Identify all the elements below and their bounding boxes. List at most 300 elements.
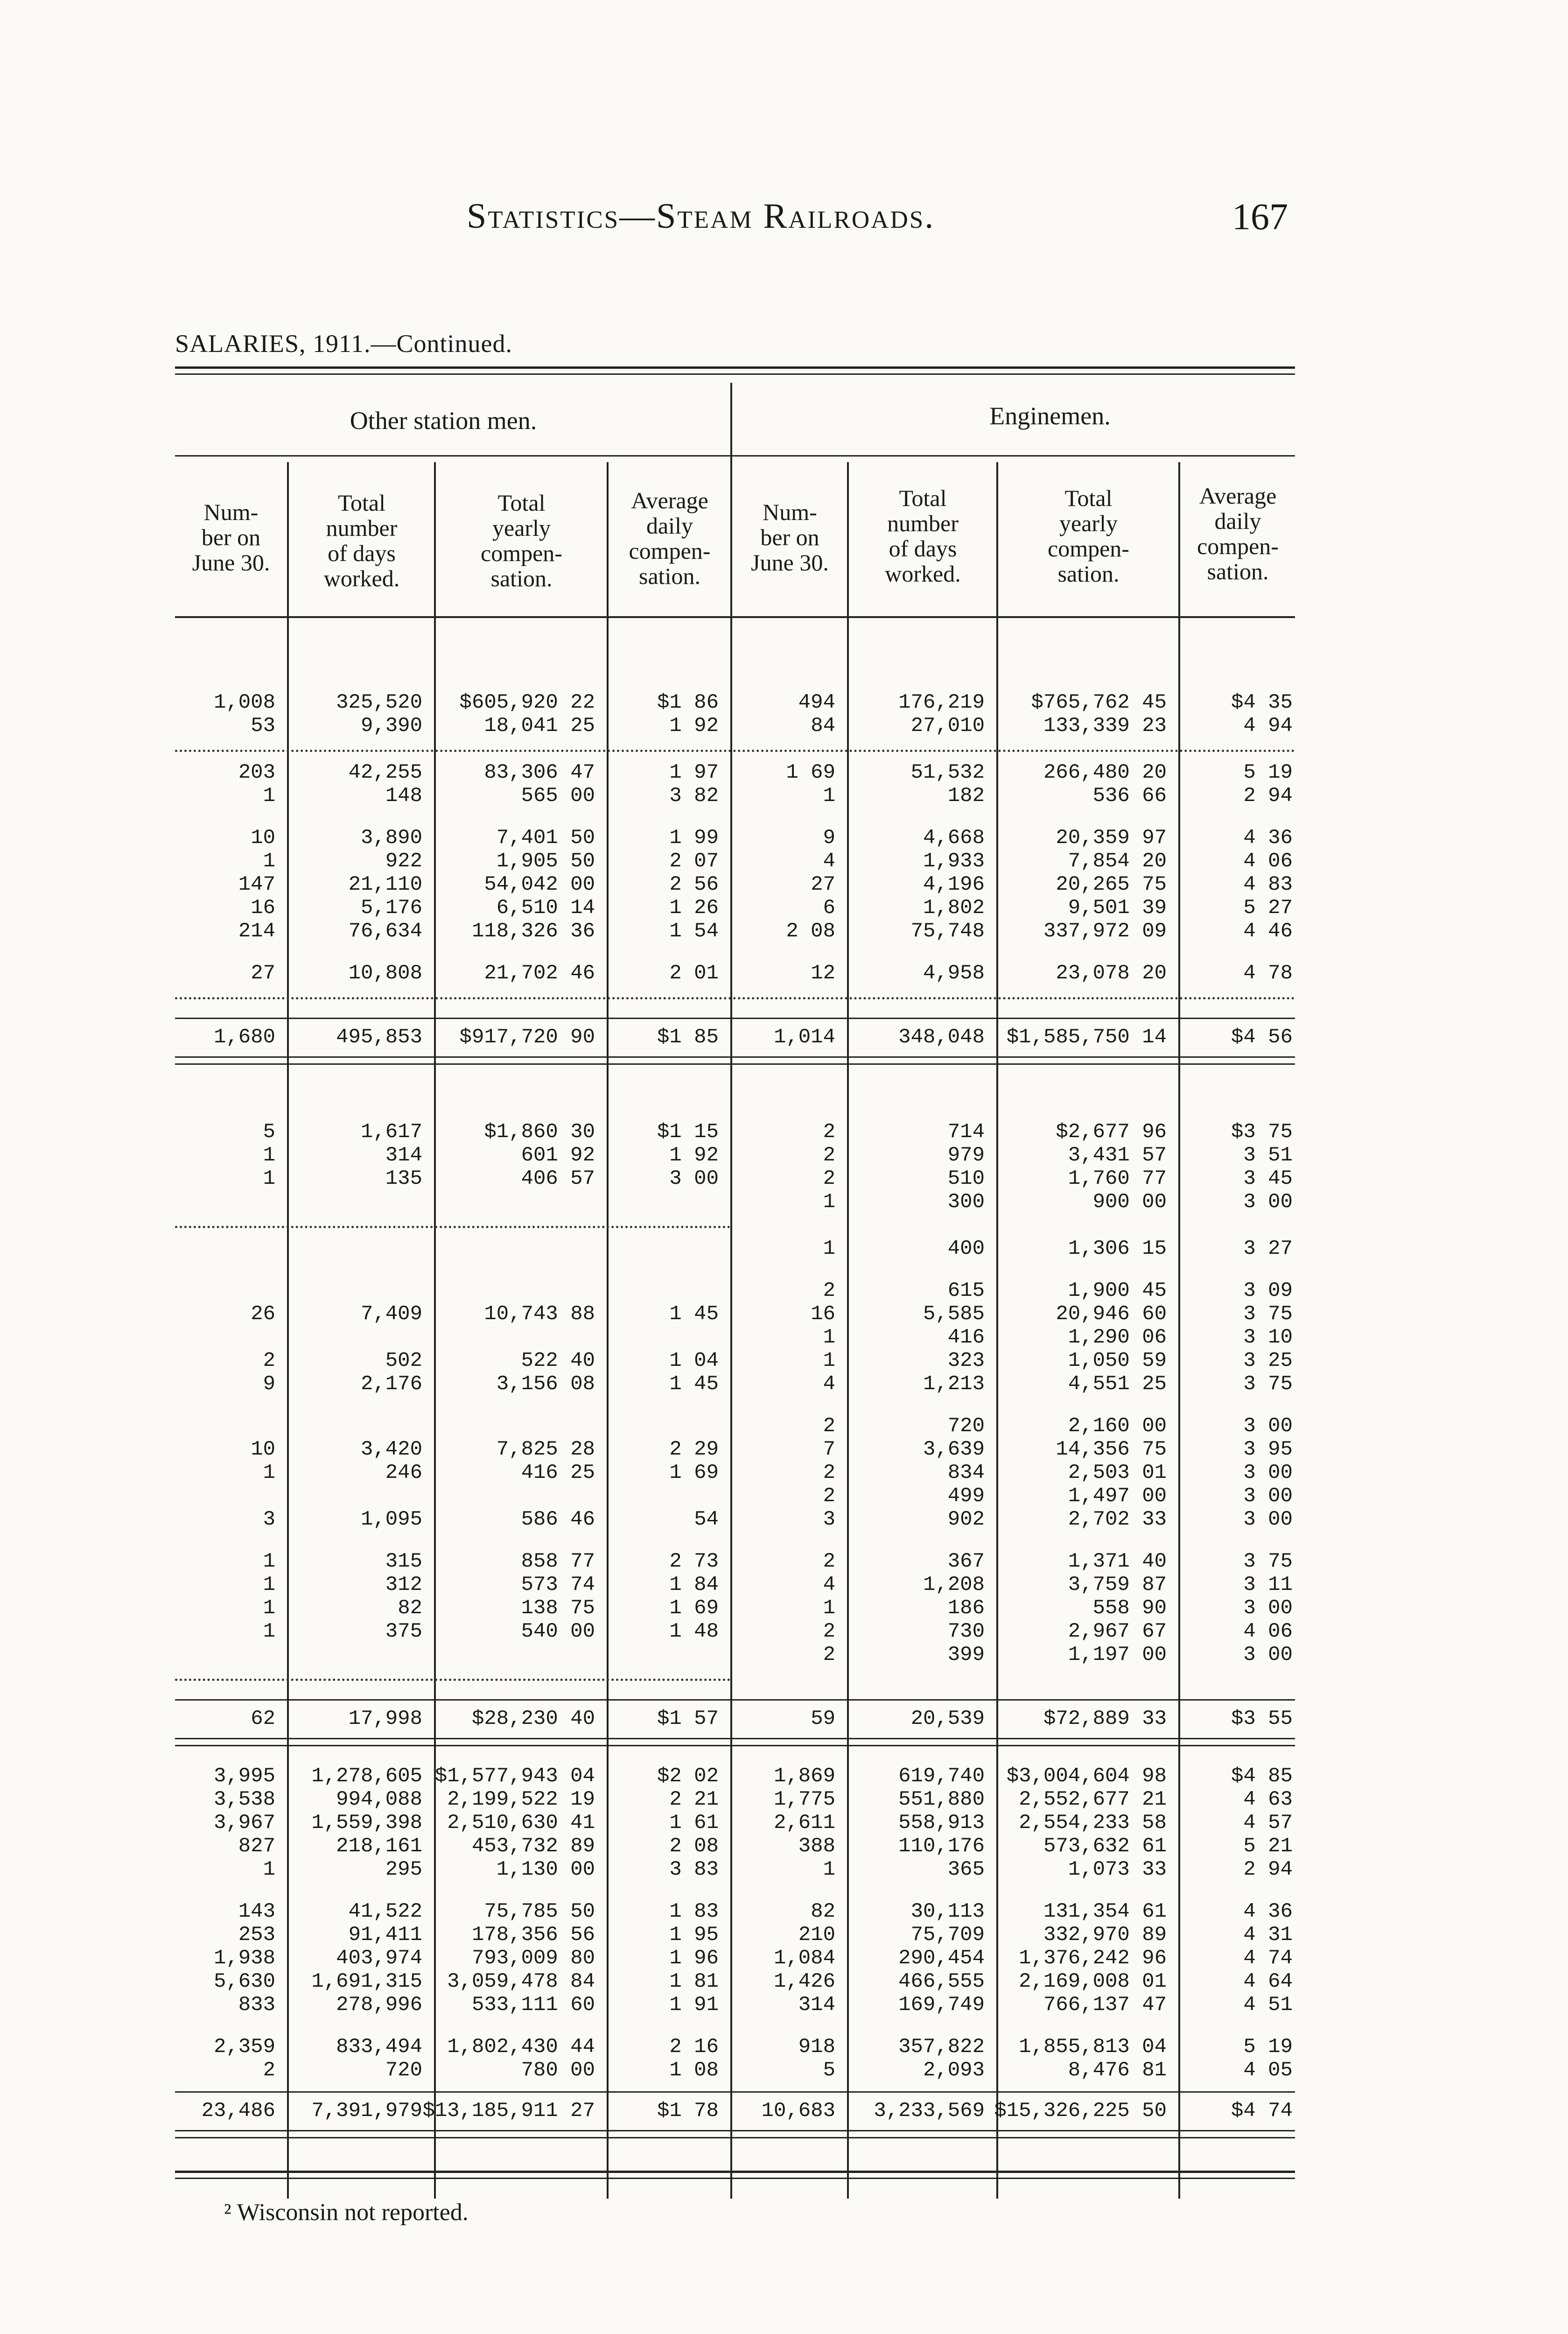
table-cell: 3 09 (1243, 1279, 1293, 1302)
table-cell: $2,677 96 (1056, 1120, 1167, 1144)
column-header-line: sation. (490, 565, 553, 591)
table-cell: 4 78 (1243, 962, 1293, 985)
table-row (175, 1302, 1295, 1326)
table-cell: 918 (798, 2035, 835, 2059)
table-cell: 827 (238, 1835, 275, 1858)
table-cell: 1 92 (669, 1144, 719, 1167)
total-cell: 17,998 (348, 1707, 422, 1730)
table-cell: 118,326 36 (471, 920, 595, 943)
total-rule (175, 2091, 1295, 2093)
table-cell: 922 (385, 850, 422, 873)
dotted-leader (175, 1214, 730, 1237)
table-cell: 10 (251, 1438, 275, 1461)
table-cell: 54,042 00 (484, 873, 595, 896)
table-cell: 4,668 (923, 826, 985, 850)
dotted-leader (175, 738, 1295, 761)
table-cell: 4 94 (1243, 714, 1293, 738)
column-header-line: Average (1199, 483, 1277, 509)
group-header-other-station-men: Other station men. (350, 407, 537, 435)
table-cell: 3,967 (213, 1811, 275, 1835)
table-cell: 1,376,242 96 (1019, 1947, 1167, 1970)
table-row (175, 1858, 1295, 1881)
column-header-number (175, 499, 287, 575)
table-cell: 1 92 (669, 714, 719, 738)
table-row (175, 1550, 1295, 1573)
table-row (175, 1947, 1295, 1970)
table-cell: 75,748 (910, 920, 985, 943)
table-cell: 1 (263, 784, 275, 808)
table-cell: 3,156 08 (496, 1372, 595, 1396)
table-cell: 720 (947, 1414, 985, 1438)
table-cell: 558,913 (898, 1811, 985, 1835)
table-cell: 1,073 33 (1068, 1858, 1167, 1881)
column-header-line: of days (889, 535, 957, 562)
table-cell: 14,356 75 (1056, 1438, 1167, 1461)
table-cell: 54 (694, 1508, 719, 1531)
column-header-days (289, 490, 434, 591)
table-cell: 314 (798, 1993, 835, 2017)
table-cell: 1 (263, 1858, 275, 1881)
column-header-line: number (887, 510, 959, 536)
table-cell: 375 (385, 1620, 422, 1643)
table-cell: 10,808 (348, 962, 422, 985)
table-cell: 3 00 (1243, 1643, 1293, 1666)
table-cell: 1 (823, 1326, 835, 1349)
table-cell: 573 74 (521, 1573, 595, 1596)
table-cell: 3 00 (669, 1167, 719, 1190)
table-cell: 3 45 (1243, 1167, 1293, 1190)
total-cell: 348,048 (898, 1026, 985, 1049)
column-header-line: ber on (201, 524, 261, 550)
total-cell: 7,391,979 (311, 2099, 422, 2123)
table-caption: SALARIES, 1911.—Continued. (175, 330, 513, 358)
table-cell: 290,454 (898, 1947, 985, 1970)
column-header-line: Num- (203, 499, 259, 525)
table-cell: 586 46 (521, 1508, 595, 1531)
table-row (175, 962, 1295, 985)
table-cell: 2 08 (786, 920, 835, 943)
total-double-rule (175, 1056, 1295, 1065)
table-row (175, 1765, 1295, 1788)
table-cell: 23,078 20 (1056, 962, 1167, 985)
total-cell: $13,185,911 27 (422, 2099, 595, 2123)
total-cell: $4 74 (1231, 2099, 1293, 2123)
table-cell: 388 (798, 1835, 835, 1858)
total-cell: 20,539 (910, 1707, 985, 1730)
column-header-line: compen- (481, 540, 562, 566)
table-cell: 9,501 39 (1068, 896, 1167, 920)
table-cell: 834 (947, 1461, 985, 1484)
total-cell: $28,230 40 (471, 1707, 595, 1730)
column-header-line: of days (328, 540, 396, 566)
table-cell: 4 46 (1243, 920, 1293, 943)
header-bottom-rule (175, 616, 1295, 618)
column-header-line: June 30. (192, 549, 270, 576)
table-cell: 979 (947, 1144, 985, 1167)
column-header-line: Num- (763, 499, 817, 525)
table-cell: 1 (263, 1144, 275, 1167)
table-cell: 203 (238, 761, 275, 784)
table-cell: 325,520 (336, 691, 422, 714)
table-cell: 4 74 (1243, 1947, 1293, 1970)
table-row (175, 1835, 1295, 1858)
table-cell: 4,958 (923, 962, 985, 985)
table-row (175, 2035, 1295, 2059)
table-cell: 1 (823, 1190, 835, 1214)
table-cell: 332,970 89 (1043, 1923, 1167, 1947)
table-cell: 1 99 (669, 826, 719, 850)
table-cell: 3 27 (1243, 1237, 1293, 1260)
table-cell: 3,538 (213, 1788, 275, 1811)
column-header-line: Average (631, 487, 708, 513)
table-cell: 1,278,605 (311, 1765, 422, 1788)
column-header-line: worked. (885, 561, 961, 587)
table-cell: 3,059,478 84 (447, 1970, 595, 1993)
table-row (175, 826, 1295, 850)
table-cell: 148 (385, 784, 422, 808)
group-underline (175, 455, 1295, 457)
table-cell: 2 16 (669, 2035, 719, 2059)
total-cell: $1 78 (657, 2099, 719, 2123)
table-cell: 1 (823, 1349, 835, 1372)
table-cell: 337,972 09 (1043, 920, 1167, 943)
table-cell: $4 35 (1231, 691, 1293, 714)
table-row (175, 1811, 1295, 1835)
table-cell: 1,290 06 (1068, 1326, 1167, 1349)
total-row (175, 2099, 1295, 2127)
table-cell: 2 56 (669, 873, 719, 896)
table-cell: 400 (947, 1237, 985, 1260)
table-cell: 5,585 (923, 1302, 985, 1326)
table-cell: 138 75 (521, 1596, 595, 1620)
table-cell: 2 (823, 1167, 835, 1190)
total-double-rule (175, 2130, 1295, 2138)
table-cell: 1 (263, 1167, 275, 1190)
table-cell: 619,740 (898, 1765, 985, 1788)
table-cell: 406 57 (521, 1167, 595, 1190)
table-cell: 533,111 60 (471, 1993, 595, 2017)
total-cell: 1,014 (773, 1026, 835, 1049)
table-cell: 1,371 40 (1068, 1550, 1167, 1573)
column-header-line: daily (1214, 508, 1261, 534)
table-cell: 266,480 20 (1043, 761, 1167, 784)
table-cell: 3 83 (669, 1858, 719, 1881)
table-cell: 1 (263, 850, 275, 873)
table-cell: 10,743 88 (484, 1302, 595, 1326)
table-cell: 1 (823, 1237, 835, 1260)
table-cell: 3 (823, 1508, 835, 1531)
total-rule (175, 1699, 1295, 1701)
total-cell: $3 55 (1231, 1707, 1293, 1730)
column-header-line: Total (899, 485, 947, 511)
table-cell: 178,356 56 (471, 1923, 595, 1947)
table-row (175, 1461, 1295, 1484)
table-cell: 510 (947, 1167, 985, 1190)
table-cell: 1 95 (669, 1923, 719, 1947)
table-cell: 2,510,630 41 (447, 1811, 595, 1835)
table-cell: $3 75 (1231, 1120, 1293, 1144)
table-cell: 2 (823, 1120, 835, 1144)
table-cell: 3 00 (1243, 1596, 1293, 1620)
table-row (175, 920, 1295, 943)
table-cell: 2 73 (669, 1550, 719, 1573)
table-cell: $1 86 (657, 691, 719, 714)
table-cell: $1 15 (657, 1120, 719, 1144)
table-cell: $3,004,604 98 (1006, 1765, 1167, 1788)
table-cell: 2 08 (669, 1835, 719, 1858)
table-cell: $1,577,943 04 (434, 1765, 595, 1788)
table-cell: 730 (947, 1620, 985, 1643)
dotted-leader (175, 1666, 730, 1690)
table-cell: 1,775 (773, 1788, 835, 1811)
table-cell: 20,946 60 (1056, 1302, 1167, 1326)
table-cell: 1,208 (923, 1573, 985, 1596)
table-cell: 246 (385, 1461, 422, 1484)
table-cell: 714 (947, 1120, 985, 1144)
table-cell: 1,869 (773, 1765, 835, 1788)
table-cell: $2 02 (657, 1765, 719, 1788)
table-cell: 16 (251, 896, 275, 920)
table-cell: 494 (798, 691, 835, 714)
table-cell: 76,634 (348, 920, 422, 943)
table-cell: 2 (823, 1643, 835, 1666)
column-header-yearly (999, 485, 1178, 586)
table-cell: 1 69 (669, 1461, 719, 1484)
table-cell: 4 (823, 1372, 835, 1396)
table-cell: 27,010 (910, 714, 985, 738)
dotted-leader (175, 985, 1295, 1008)
table-cell: 4 31 (1243, 1923, 1293, 1947)
table-cell: 833,494 (336, 2035, 422, 2059)
table-cell: 176,219 (898, 691, 985, 714)
table-cell: 5 27 (1243, 896, 1293, 920)
table-row (175, 1900, 1295, 1923)
table-row (175, 1643, 1295, 1666)
table-cell: 5 19 (1243, 2035, 1293, 2059)
table-cell: 82 (811, 1900, 835, 1923)
table-row (175, 1508, 1295, 1531)
top-rule (175, 366, 1295, 369)
table-cell: 84 (811, 714, 835, 738)
table-row (175, 761, 1295, 784)
total-cell: 10,683 (761, 2099, 835, 2123)
table-cell: 3 (263, 1508, 275, 1531)
table-cell: 615 (947, 1279, 985, 1302)
table-cell: 2,199,522 19 (447, 1788, 595, 1811)
table-row (175, 1620, 1295, 1643)
table-cell: 2 21 (669, 1788, 719, 1811)
table-cell: 2,169,008 01 (1019, 1970, 1167, 1993)
table-row (175, 1970, 1295, 1993)
table-section (175, 1765, 1295, 2138)
table-cell: 3 00 (1243, 1508, 1293, 1531)
table-cell: 780 00 (521, 2059, 595, 2082)
table-cell: 82 (398, 1596, 422, 1620)
table-cell: 453,732 89 (471, 1835, 595, 1858)
table-cell: 1,130 00 (496, 1858, 595, 1881)
table-cell: 2,611 (773, 1811, 835, 1835)
table-cell: 3 82 (669, 784, 719, 808)
table-cell: 1 69 (786, 761, 835, 784)
table-cell: 994,088 (336, 1788, 422, 1811)
total-cell: $4 56 (1231, 1026, 1293, 1049)
table-cell: 3 00 (1243, 1484, 1293, 1508)
table-cell: 300 (947, 1190, 985, 1214)
table-cell: 3 75 (1243, 1372, 1293, 1396)
table-cell: 4 36 (1243, 1900, 1293, 1923)
table-cell: 75,709 (910, 1923, 985, 1947)
table-cell: 83,306 47 (484, 761, 595, 784)
table-row (175, 850, 1295, 873)
total-cell: 59 (811, 1707, 835, 1730)
row-gap (175, 808, 1295, 826)
table-cell: 3 00 (1243, 1414, 1293, 1438)
table-cell: 131,354 61 (1043, 1900, 1167, 1923)
table-cell: 565 00 (521, 784, 595, 808)
row-gap (175, 1260, 1295, 1279)
table-row (175, 1414, 1295, 1438)
running-head: Statistics—Steam Railroads. (467, 197, 935, 236)
table-cell: $4 85 (1231, 1765, 1293, 1788)
table-cell: 18,041 25 (484, 714, 595, 738)
table-cell: 1 45 (669, 1372, 719, 1396)
page-number: 167 (1232, 197, 1288, 238)
table-cell: 1 (823, 1596, 835, 1620)
table-cell: 1,559,398 (311, 1811, 422, 1835)
table-cell: 399 (947, 1643, 985, 1666)
table-cell: 1 81 (669, 1970, 719, 1993)
table-cell: 1 69 (669, 1596, 719, 1620)
table-cell: 7,825 28 (496, 1438, 595, 1461)
table-cell: 3,995 (213, 1765, 275, 1788)
table-row (175, 784, 1295, 808)
footnote: ² Wisconsin not reported. (224, 2199, 469, 2226)
column-header-number (733, 499, 847, 575)
table-cell: 502 (385, 1349, 422, 1372)
table-cell: 1,497 00 (1068, 1484, 1167, 1508)
column-header-line: daily (646, 513, 693, 539)
row-gap (175, 1881, 1295, 1900)
table-cell: 312 (385, 1573, 422, 1596)
table-cell: 2 (823, 1484, 835, 1508)
table-cell: 210 (798, 1923, 835, 1947)
table-cell: 1,008 (213, 691, 275, 714)
table-cell: 91,411 (348, 1923, 422, 1947)
table-row (175, 714, 1295, 738)
table-cell: 3 51 (1243, 1144, 1293, 1167)
table-cell: 1 26 (669, 896, 719, 920)
table-cell: 4,551 25 (1068, 1372, 1167, 1396)
table-cell: 720 (385, 2059, 422, 2082)
table-cell: 416 (947, 1326, 985, 1349)
table-row (175, 1573, 1295, 1596)
table-cell: 5 (263, 1120, 275, 1144)
table-cell: $765,762 45 (1031, 691, 1167, 714)
total-cell: $1 57 (657, 1707, 719, 1730)
table-cell: 7,401 50 (496, 826, 595, 850)
column-header-yearly (436, 490, 607, 591)
table-cell: 1 (263, 1620, 275, 1643)
table-cell: 1 61 (669, 1811, 719, 1835)
table-row (175, 1237, 1295, 1260)
column-header-line: worked. (323, 565, 400, 591)
table-cell: 3,639 (923, 1438, 985, 1461)
table-cell: 1 91 (669, 1993, 719, 2017)
table-cell: 278,996 (336, 1993, 422, 2017)
table-cell: $1,860 30 (484, 1120, 595, 1144)
total-cell: 23,486 (201, 2099, 275, 2123)
table-cell: 4 83 (1243, 873, 1293, 896)
table-cell: 75,785 50 (484, 1900, 595, 1923)
table-cell: 2 (823, 1144, 835, 1167)
table-cell: 3 00 (1243, 1461, 1293, 1484)
table-cell: 1,933 (923, 850, 985, 873)
table-row (175, 1438, 1295, 1461)
column-header-line: Total (497, 490, 546, 516)
table-cell: 1 45 (669, 1302, 719, 1326)
table-cell: 41,522 (348, 1900, 422, 1923)
table-cell: 1 (823, 784, 835, 808)
table-row (175, 1120, 1295, 1144)
total-cell: $15,326,225 50 (994, 2099, 1167, 2123)
table-cell: 143 (238, 1900, 275, 1923)
table-cell: 7 (823, 1438, 835, 1461)
table-cell: 499 (947, 1484, 985, 1508)
table-cell: 1,905 50 (496, 850, 595, 873)
table-cell: 182 (947, 784, 985, 808)
table-cell: 2 07 (669, 850, 719, 873)
table-cell: 253 (238, 1923, 275, 1947)
table-cell: 1 (823, 1858, 835, 1881)
table-row (175, 691, 1295, 714)
column-header-line: sation. (1057, 561, 1120, 587)
table-cell: 1,802 (923, 896, 985, 920)
table-cell: 858 77 (521, 1550, 595, 1573)
table-row (175, 1349, 1295, 1372)
table-cell: 1,084 (773, 1947, 835, 1970)
column-header-line: sation. (1207, 558, 1269, 584)
table-cell: 2 (823, 1414, 835, 1438)
table-cell: 2,552,677 21 (1019, 1788, 1167, 1811)
total-row (175, 1026, 1295, 1054)
table-cell: 416 25 (521, 1461, 595, 1484)
table-cell: 558 90 (1092, 1596, 1167, 1620)
table-cell: 1 83 (669, 1900, 719, 1923)
table-cell: 169,749 (898, 1993, 985, 2017)
table-cell: 1 (263, 1573, 275, 1596)
table-cell: 1,213 (923, 1372, 985, 1396)
column-header-line: yearly (492, 515, 551, 541)
table-cell: 1 96 (669, 1947, 719, 1970)
column-header-days (849, 485, 996, 586)
total-cell: $72,889 33 (1043, 1707, 1167, 1730)
column-header-line: number (326, 515, 398, 541)
table-cell: 1 04 (669, 1349, 719, 1372)
table-cell: 2,093 (923, 2059, 985, 2082)
table-cell: 20,359 97 (1056, 826, 1167, 850)
top-rule-2 (175, 373, 1295, 375)
total-cell: 495,853 (336, 1026, 422, 1049)
column-header-line: sation. (639, 563, 700, 589)
column-header-line: June 30. (751, 549, 829, 576)
table-cell: 5,630 (213, 1970, 275, 1993)
table-cell: 1,900 45 (1068, 1279, 1167, 1302)
table-cell: 1 48 (669, 1620, 719, 1643)
table-row (175, 1596, 1295, 1620)
table-cell: 1,760 77 (1068, 1167, 1167, 1190)
table-row (175, 1167, 1295, 1190)
table-cell: 403,974 (336, 1947, 422, 1970)
